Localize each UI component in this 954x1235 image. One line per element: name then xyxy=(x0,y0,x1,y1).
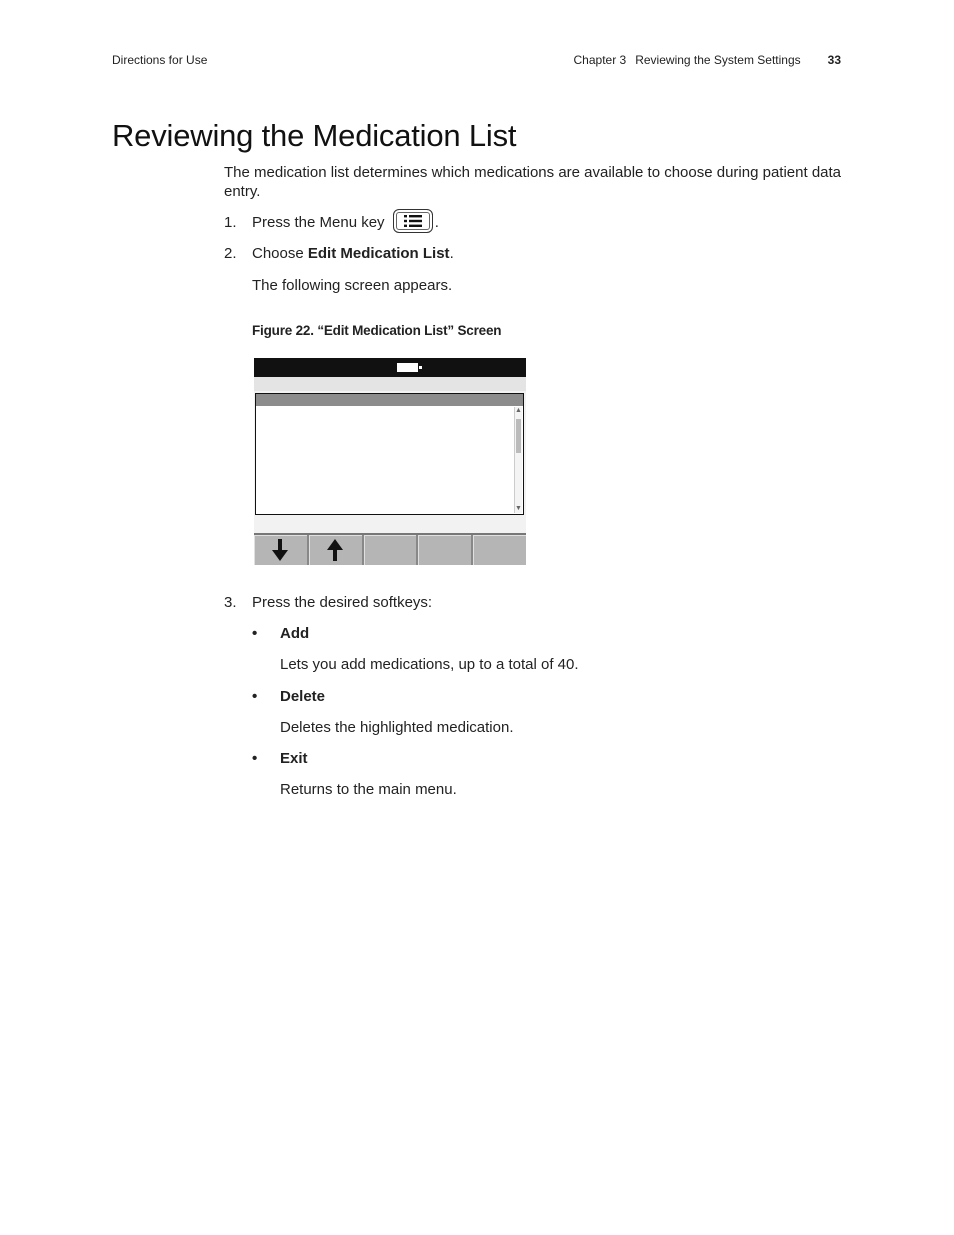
list-header-row xyxy=(256,394,523,406)
intro-paragraph: The medication list determines which medications are available to choose during patient data entry. xyxy=(224,164,842,200)
option-label: Exit xyxy=(280,750,308,767)
step-2 xyxy=(224,244,454,263)
softkey-up[interactable] xyxy=(309,535,364,565)
scroll-up-icon[interactable]: ▲ xyxy=(515,407,522,414)
softkey-5[interactable] xyxy=(473,535,526,565)
softkey-4[interactable] xyxy=(418,535,473,565)
figure-caption: Figure 22. “Edit Medication List” Screen xyxy=(252,323,502,338)
menu-list-icon xyxy=(393,209,433,233)
header-section: Reviewing the System Settings xyxy=(635,53,801,67)
softkey-down[interactable] xyxy=(254,535,309,565)
step-text: Press the desired softkeys: xyxy=(252,594,433,611)
page-number: 33 xyxy=(827,53,841,67)
option-exit xyxy=(252,749,308,768)
running-header-left: Directions for Use xyxy=(112,53,208,67)
bullet: • xyxy=(252,750,258,767)
scroll-thumb[interactable] xyxy=(516,419,521,453)
battery-tip xyxy=(419,366,422,369)
step-2-note: The following screen appears. xyxy=(252,277,453,294)
option-delete-desc: Deletes the highlighted medication. xyxy=(280,719,514,736)
softkey-3[interactable] xyxy=(364,535,419,565)
page-title: Reviewing the Medication List xyxy=(112,118,517,153)
step-text: Choose Edit Medication List. xyxy=(252,245,454,262)
bullet: • xyxy=(252,625,258,642)
battery-icon xyxy=(397,363,418,372)
option-delete xyxy=(252,687,325,706)
running-header-right xyxy=(574,53,841,67)
medication-list[interactable] xyxy=(255,393,524,515)
option-add xyxy=(252,624,309,643)
edit-medication-list-screen xyxy=(254,358,526,565)
option-label: Add xyxy=(280,625,310,642)
step-number: 3. xyxy=(224,594,237,611)
option-add-desc: Lets you add medications, up to a total of 40. xyxy=(280,656,579,673)
title-bar xyxy=(254,377,526,391)
option-label: Delete xyxy=(280,688,326,705)
step-1 xyxy=(224,213,439,233)
step-3 xyxy=(224,593,432,612)
step-number: 1. xyxy=(224,214,237,231)
status-bar xyxy=(254,358,526,377)
option-exit-desc: Returns to the main menu. xyxy=(280,781,457,798)
header-chapter: Chapter 3 xyxy=(573,53,627,67)
bullet: • xyxy=(252,688,258,705)
scroll-down-icon[interactable]: ▼ xyxy=(515,505,522,512)
menu-option-name: Edit Medication List xyxy=(307,245,450,262)
step-text: Press the Menu key . xyxy=(252,213,439,233)
step-number: 2. xyxy=(224,245,237,262)
list-scrollbar[interactable] xyxy=(514,407,522,513)
down-arrow-icon xyxy=(271,538,289,562)
up-arrow-icon xyxy=(326,538,344,562)
softkey-bar xyxy=(254,533,526,565)
